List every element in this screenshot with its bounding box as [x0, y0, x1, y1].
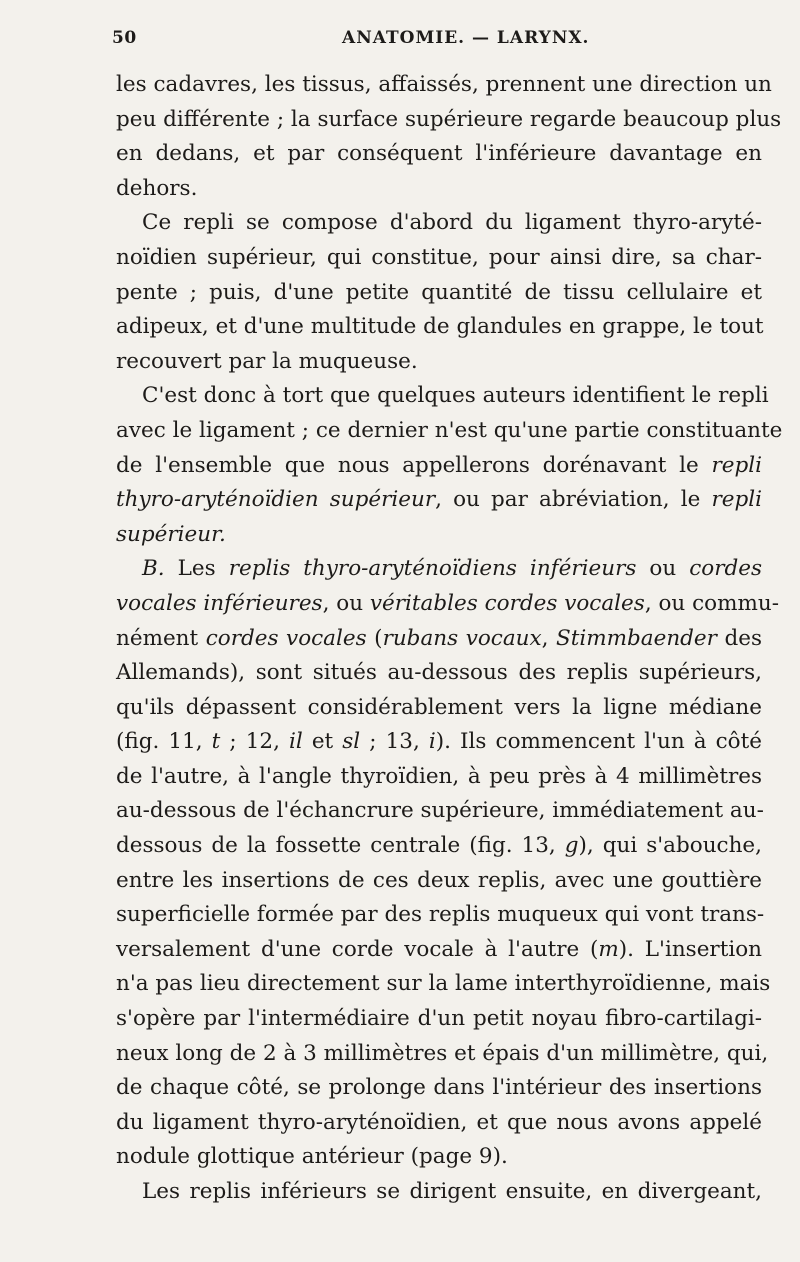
text-line: du ligament thyro-aryténoïdien, et que nous avons appelé — [116, 1109, 762, 1135]
text-line: (fig. 11, t ; 12, il et sl ; 13, i). Ils commencent l'un à côté — [116, 729, 762, 755]
text-line: les cadavres, les tissus, affaissés, prennent une direction un — [116, 72, 772, 97]
text-line: au-dessous de l'échancrure supérieure, immédiatement au- — [116, 798, 764, 824]
text-line: en dedans, et par conséquent l'inférieure davantage en — [116, 141, 762, 167]
text-line: B. Les replis thyro-aryténoïdiens inférieurs ou cordes — [142, 556, 763, 582]
text-line: entre les insertions de ces deux replis, avec une gouttière — [116, 867, 762, 893]
text-line: de l'ensemble que nous appellerons dorénavant le repli — [116, 452, 762, 478]
text-line: noïdien supérieur, qui constitue, pour ainsi dire, sa char- — [116, 244, 762, 270]
text-line: superficielle formée par des replis muqueux qui vont trans- — [116, 902, 765, 928]
body-text — [116, 68, 783, 1210]
text-line: n'a pas lieu directement sur la lame interthyroïdienne, mais — [116, 971, 771, 997]
page-number: 50 — [112, 28, 137, 48]
text-line: C'est donc à tort que quelques auteurs identifient le repli — [142, 383, 769, 409]
text-line: s'opère par l'intermédiaire d'un petit noyau fibro-cartilagi- — [116, 1006, 762, 1032]
text-line: recouvert par la muqueuse. — [116, 348, 418, 374]
text-line: thyro-aryténoïdien supérieur, ou par abréviation, le repli — [116, 487, 762, 513]
text-line: versalement d'une corde vocale à l'autre (m). L'insertion — [116, 936, 763, 962]
text-line: supérieur. — [116, 521, 226, 547]
text-line: qu'ils dépassent considérablement vers la ligne médiane — [116, 694, 762, 720]
text-line: pente ; puis, d'une petite quantité de tissu cellulaire et — [116, 279, 762, 305]
text-line: Allemands), sont situés au-dessous des replis supérieurs, — [116, 660, 762, 686]
text-line: de chaque côté, se prolonge dans l'intérieur des insertions — [116, 1075, 762, 1101]
text-line: nément cordes vocales (rubans vocaux, Stimmbaender des — [116, 625, 762, 651]
running-head: ANATOMIE. — LARYNX. — [342, 28, 590, 48]
text-line: Ce repli se compose d'abord du ligament thyro-aryté- — [142, 210, 762, 236]
page-header — [112, 28, 762, 58]
text-line: vocales inférieures, ou véritables cordes vocales, ou commu- — [116, 590, 779, 616]
text-line: dehors. — [116, 175, 198, 201]
text-line: neux long de 2 à 3 millimètres et épais d'un millimètre, qui, — [116, 1040, 769, 1066]
text-line: avec le ligament ; ce dernier n'est qu'une partie constituante — [116, 417, 783, 443]
text-line: de l'autre, à l'angle thyroïdien, à peu près à 4 millimètres — [116, 763, 762, 789]
text-line: adipeux, et d'une multitude de glandules en grappe, le tout — [116, 314, 764, 340]
text-line: dessous de la fossette centrale (fig. 13, g), qui s'abouche, — [116, 833, 762, 859]
text-line: Les replis inférieurs se dirigent ensuite, en divergeant, — [142, 1179, 762, 1204]
text-line: nodule glottique antérieur (page 9). — [116, 1144, 508, 1170]
text-line: peu différente ; la surface supérieure regarde beaucoup plus — [116, 106, 782, 132]
